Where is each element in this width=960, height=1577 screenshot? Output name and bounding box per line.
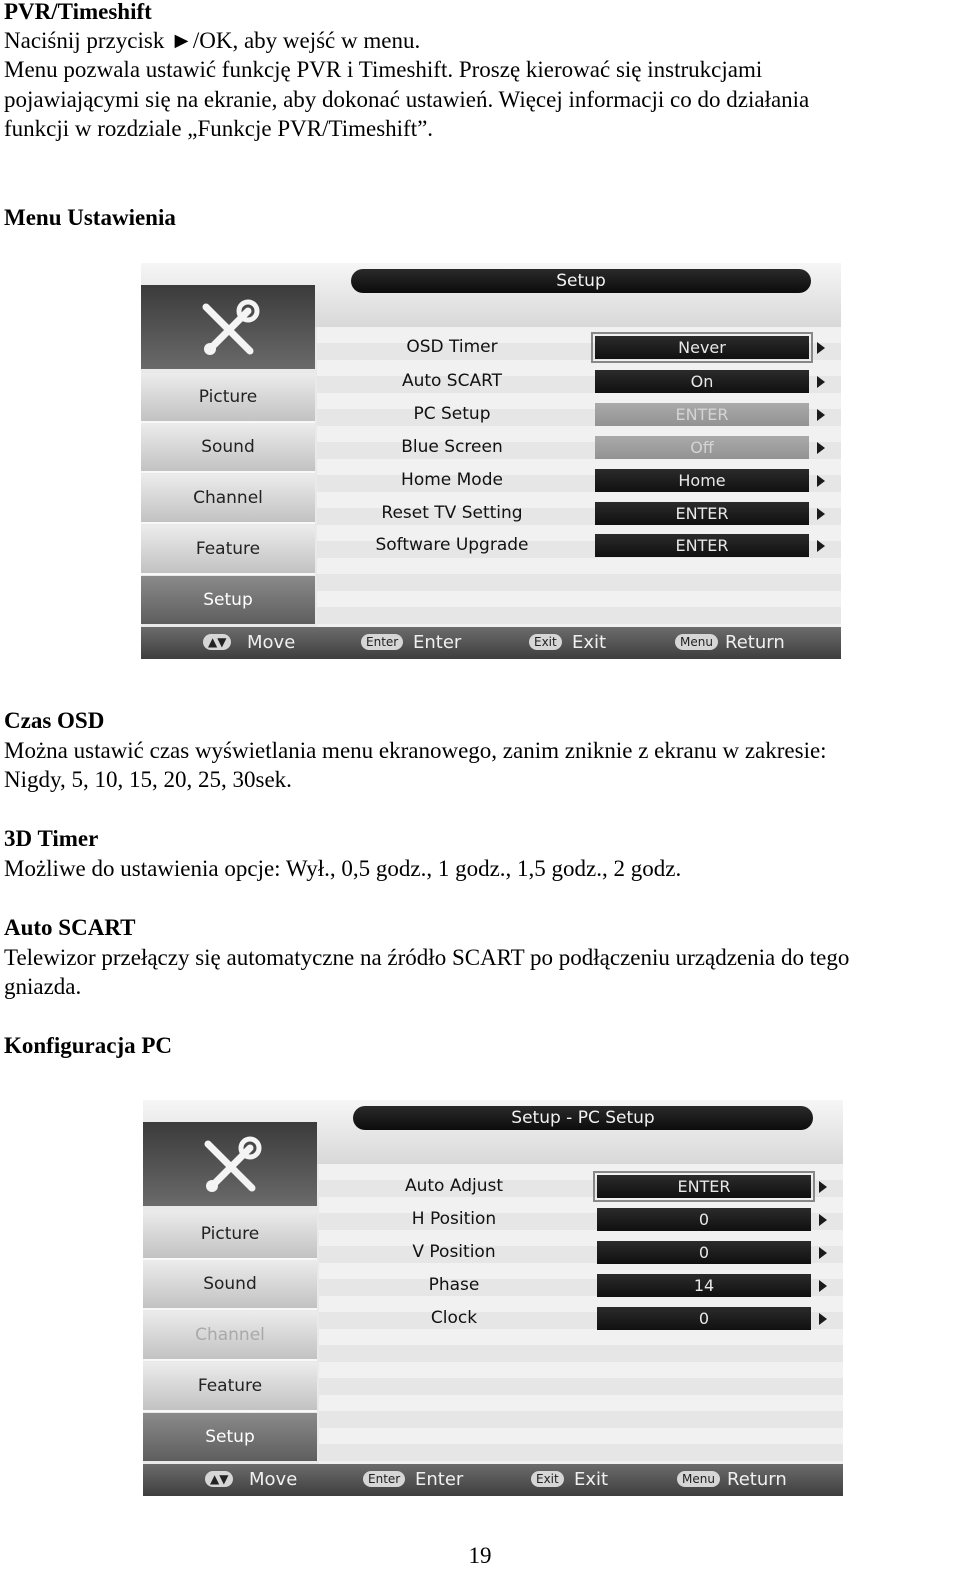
row-value: ENTER — [597, 1175, 811, 1198]
menu-row-home-mode[interactable] — [317, 464, 841, 497]
arrow-right-icon — [819, 1280, 827, 1292]
menu-row-blue-screen[interactable] — [317, 431, 841, 464]
osd-title: Setup - PC Setup — [353, 1106, 813, 1130]
arrow-right-icon — [817, 508, 825, 520]
row-value: ENTER — [595, 534, 809, 557]
row-value: 14 — [597, 1274, 811, 1297]
row-value: Home — [595, 469, 809, 492]
heading-menu-ustawienia: Menu Ustawienia — [4, 205, 176, 230]
osd-footer-hints — [141, 627, 841, 659]
hint-exit: Exit — [574, 1469, 609, 1490]
menu-row-phase[interactable] — [319, 1269, 843, 1302]
paragraph-line: Możliwe do ustawienia opcje: Wył., 0,5 godz., 1 godz., 1,5 godz., 2 godz. — [4, 856, 682, 881]
hint-move: Move — [249, 1469, 298, 1490]
row-label: V Position — [412, 1242, 496, 1262]
move-key-icon: ▲▼ — [203, 634, 231, 650]
row-label: Software Upgrade — [375, 535, 529, 555]
sidebar-item-setup[interactable]: Setup — [141, 576, 315, 624]
row-label: H Position — [411, 1209, 497, 1229]
move-key-icon: ▲▼ — [205, 1471, 233, 1487]
sidebar-item-sound[interactable]: Sound — [143, 1260, 317, 1310]
enter-key-icon: Enter — [363, 1471, 405, 1487]
arrow-right-icon — [817, 475, 825, 487]
hint-enter: Enter — [413, 632, 462, 653]
menu-key-icon: Menu — [675, 634, 718, 650]
sidebar-item-feature[interactable]: Feature — [141, 525, 315, 575]
arrow-right-icon — [819, 1214, 827, 1226]
sidebar-item-channel[interactable]: Channel — [141, 474, 315, 524]
row-label: OSD Timer — [406, 337, 498, 357]
heading-konfiguracja-pc: Konfiguracja PC — [4, 1033, 173, 1058]
paragraph-line: Można ustawić czas wyświetlania menu ekranowego, zanim zniknie z ekranu w zakresie: — [4, 738, 827, 763]
osd-setup-screenshot — [141, 263, 841, 659]
row-label: Auto Adjust — [404, 1176, 503, 1196]
menu-row-h-position[interactable] — [319, 1203, 843, 1236]
menu-key-icon: Menu — [677, 1471, 720, 1487]
row-value: 0 — [597, 1307, 811, 1330]
osd-footer-hints — [143, 1464, 843, 1496]
sidebar-item-picture[interactable]: Picture — [143, 1210, 317, 1260]
sidebar-item-setup[interactable]: Setup — [143, 1413, 317, 1461]
paragraph-line: gniazda. — [4, 974, 82, 999]
paragraph-line: funkcji w rozdziale „Funkcje PVR/Timeshift”. — [4, 116, 434, 141]
menu-row-pc-setup[interactable] — [317, 398, 841, 431]
sidebar-item-picture[interactable]: Picture — [141, 373, 315, 423]
row-label: Reset TV Setting — [381, 503, 523, 523]
row-label: PC Setup — [413, 404, 491, 424]
menu-row-clock[interactable] — [319, 1302, 843, 1335]
arrow-right-icon — [817, 409, 825, 421]
paragraph-line: Nigdy, 5, 10, 15, 20, 25, 30sek. — [4, 767, 292, 792]
tools-icon — [143, 1122, 317, 1206]
row-value: ENTER — [595, 502, 809, 525]
paragraph-line: Menu pozwala ustawić funkcję PVR i Timeshift. Proszę kierować się instrukcjami — [4, 57, 763, 82]
row-value: ENTER — [595, 403, 809, 426]
paragraph-line: Telewizor przełączy się automatyczne na źródło SCART po podłączeniu urządzenia do tego — [4, 945, 850, 970]
sidebar-item-sound[interactable]: Sound — [141, 423, 315, 473]
arrow-right-icon — [817, 442, 825, 454]
osd-pc-setup-screenshot — [143, 1100, 843, 1496]
arrow-right-icon — [817, 342, 825, 354]
row-label: Auto SCART — [401, 371, 503, 391]
sidebar-item-channel[interactable]: Channel — [143, 1311, 317, 1361]
paragraph-line: pojawiającymi się na ekranie, aby dokonać ustawień. Więcej informacji co do działania — [4, 87, 810, 112]
page-number: 19 — [468, 1543, 492, 1568]
row-value: On — [595, 370, 809, 393]
hint-enter: Enter — [415, 1469, 464, 1490]
menu-row-auto-scart[interactable] — [317, 365, 841, 398]
exit-key-icon: Exit — [529, 634, 562, 650]
row-label: Home Mode — [401, 470, 503, 490]
tools-icon — [141, 285, 315, 369]
hint-move: Move — [247, 632, 296, 653]
row-value: 0 — [597, 1208, 811, 1231]
hint-return: Return — [725, 632, 785, 653]
osd-title: Setup — [351, 269, 811, 293]
heading-3d-timer: 3D Timer — [4, 826, 99, 851]
arrow-right-icon — [819, 1313, 827, 1325]
hint-return: Return — [727, 1469, 787, 1490]
arrow-right-icon — [819, 1181, 827, 1193]
menu-row-v-position[interactable] — [319, 1236, 843, 1269]
exit-key-icon: Exit — [531, 1471, 564, 1487]
heading-auto-scart: Auto SCART — [4, 915, 136, 940]
row-value: 0 — [597, 1241, 811, 1264]
menu-row-auto-adjust[interactable] — [319, 1170, 843, 1203]
row-label: Blue Screen — [401, 437, 503, 457]
arrow-right-icon — [819, 1247, 827, 1259]
row-value: Never — [595, 336, 809, 359]
heading-czas-osd: Czas OSD — [4, 708, 105, 733]
row-value: Off — [595, 436, 809, 459]
heading-pvr-timeshift: PVR/Timeshift — [4, 0, 152, 24]
paragraph-line: Naciśnij przycisk ►/OK, aby wejść w menu. — [4, 28, 421, 53]
menu-row-software-upgrade[interactable] — [317, 529, 841, 562]
sidebar-item-feature[interactable]: Feature — [143, 1362, 317, 1412]
enter-key-icon: Enter — [361, 634, 403, 650]
row-label: Clock — [430, 1308, 478, 1328]
row-label: Phase — [428, 1275, 480, 1295]
menu-row-osd-timer[interactable] — [317, 331, 841, 364]
arrow-right-icon — [817, 376, 825, 388]
arrow-right-icon — [817, 540, 825, 552]
hint-exit: Exit — [572, 632, 607, 653]
menu-row-reset-tv-setting[interactable] — [317, 497, 841, 530]
